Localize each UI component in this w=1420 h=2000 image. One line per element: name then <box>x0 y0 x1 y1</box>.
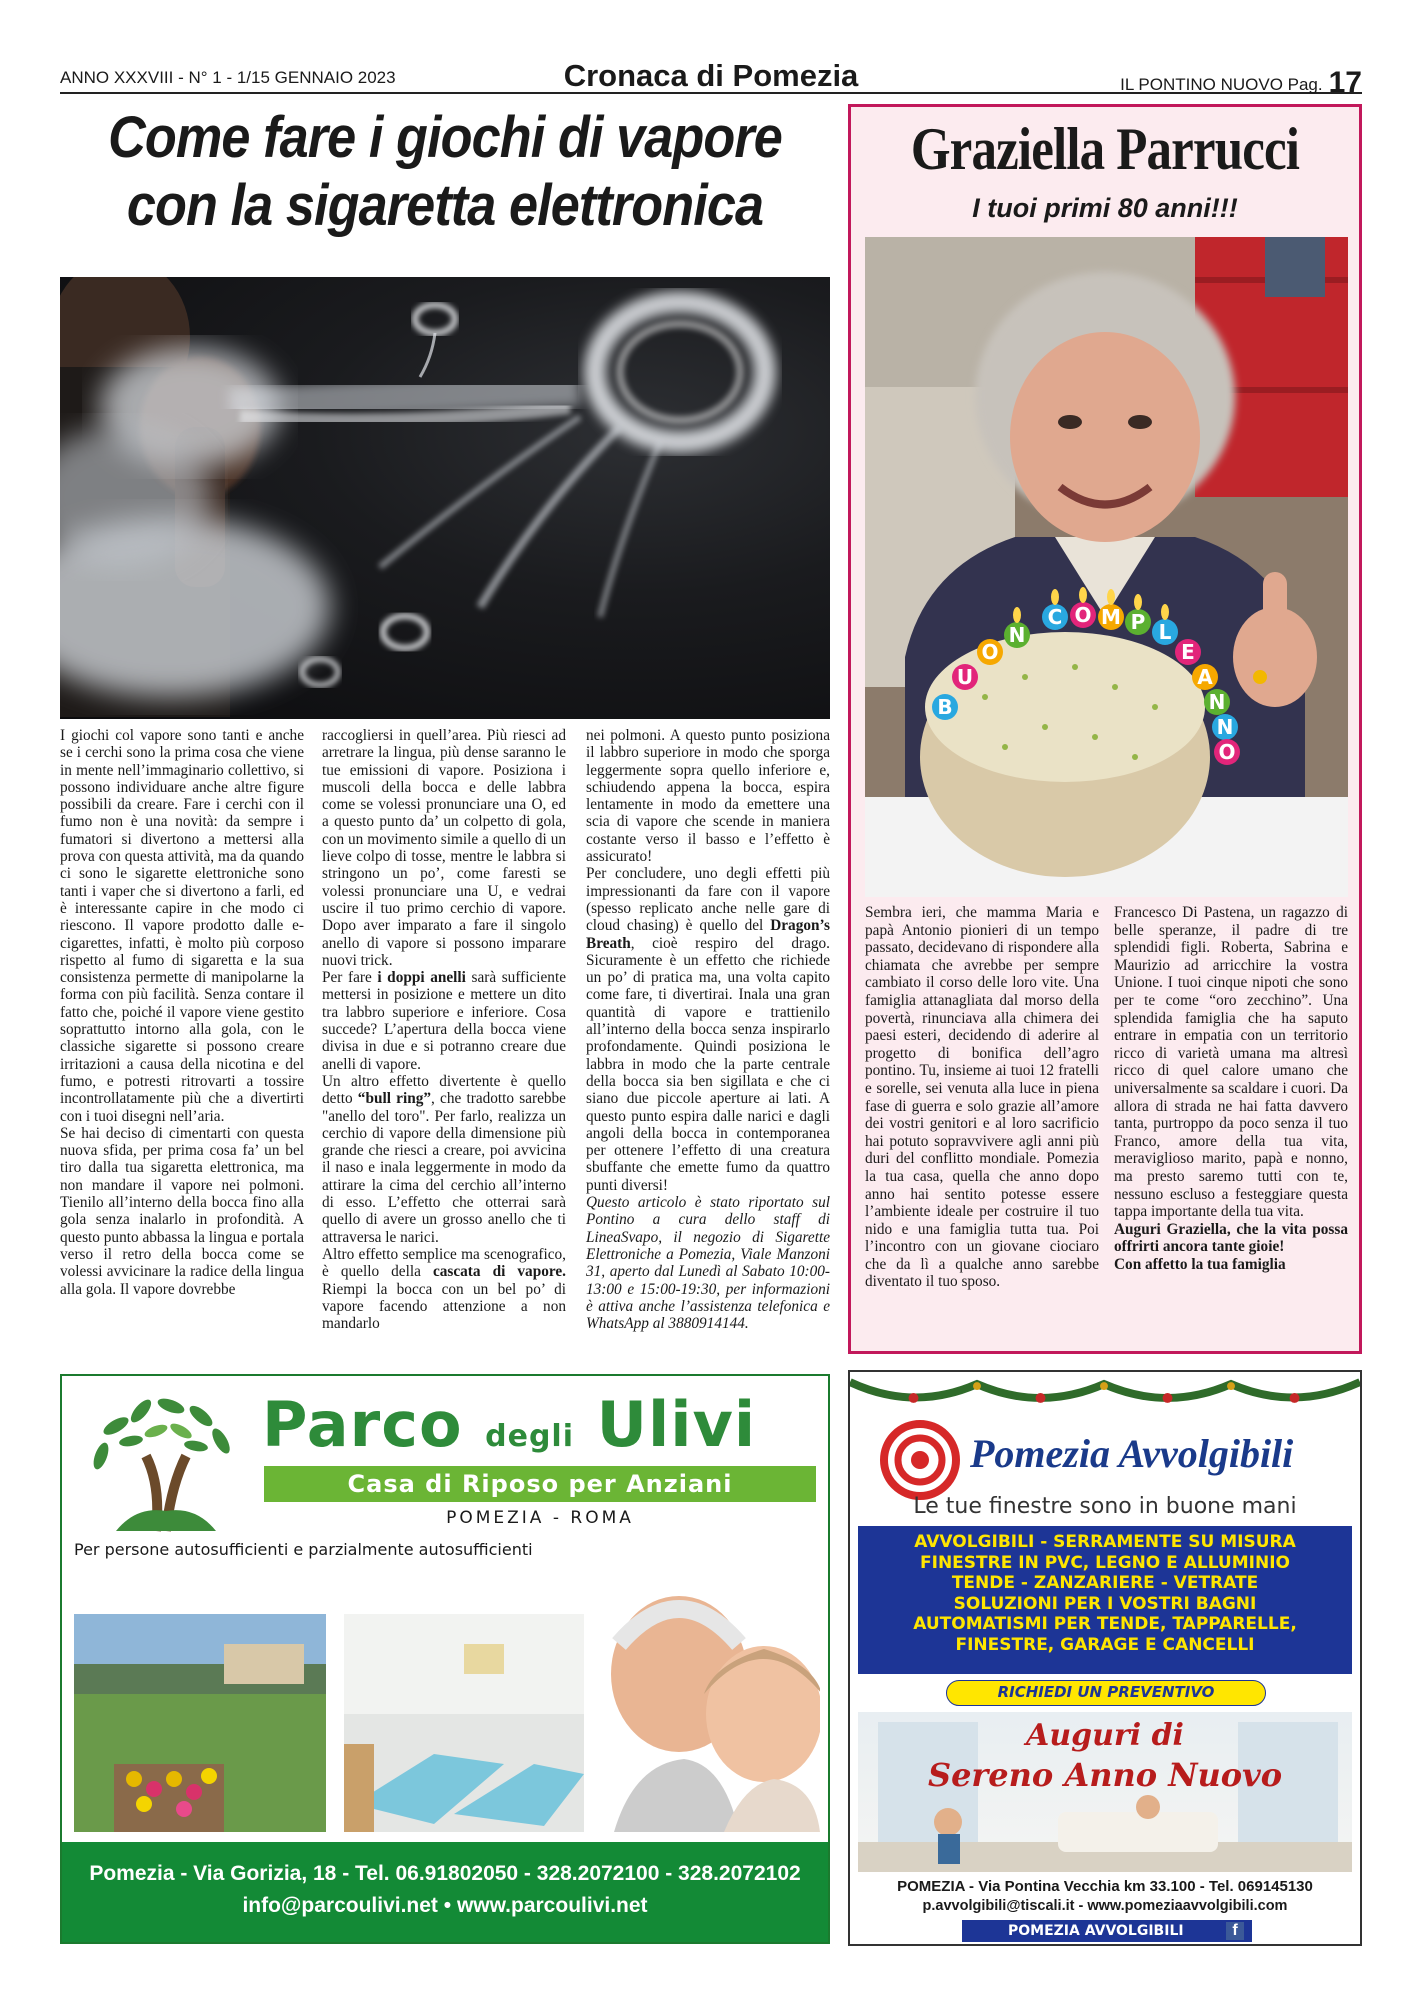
service-line: AUTOMATISMI PER TENDE, TAPPARELLE, <box>913 1614 1297 1634</box>
bold-term: i doppi anelli <box>377 969 466 987</box>
svg-text:C: C <box>1047 605 1063 629</box>
bold-term: “bull ring” <box>357 1090 432 1108</box>
headline-line-1: Come fare i giochi di vapore <box>108 105 782 170</box>
olive-tree-logo-icon <box>76 1386 256 1536</box>
birthday-column-1: Sembra ieri, che mamma Maria e papà Antonio pionieri di un tempo passato, decidevano di rispondere alla chiamata che avrebbe per sempre cambiato il corso delle loro vite. Una famiglia attanagliata dal morso della povertà, rinunciava alla chimera dei paesi esteri, decidendo di aderire al progetto di bonifica dell’agro pontino. Tu, insieme ai tuoi 12 fratelli e sorelle, sei venuta alla luce in piena fase di guerra e solo grazie all’amore dei vostri genitori e al loro sacrificio hai potuto sopravvivere agli anni più duri del conflitto mondiale. Pomezia la tua casa, quella che anno dopo anno hai sentito potesse essere l’ambiente ideale per costruire il tuo nido e una famiglia tutta tua. Poi l’incontro con un giovane ciociaro che da lì a qualche anno sarebbe diventato il tuo sposo. <box>865 904 1099 1291</box>
article-paragraph <box>322 1073 566 1246</box>
service-line: FINESTRE IN PVC, LEGNO E ALLUMINIO <box>920 1552 1290 1573</box>
birthday-box <box>848 104 1362 1354</box>
parco-title-word: Ulivi <box>596 1388 757 1461</box>
parco-city: POMEZIA - ROMA <box>446 1508 634 1528</box>
issue-info: ANNO XXXVIII - N° 1 - 1/15 GENNAIO 2023 <box>60 68 396 87</box>
vapor-rings-photo <box>60 277 830 719</box>
request-quote-button[interactable]: RICHIEDI UN PREVENTIVO <box>946 1680 1266 1706</box>
article-column-1 <box>60 727 304 1298</box>
text-run: Riempi la bocca con un bel po’ di vapore facendo attenzione a non mandarlo <box>322 1280 566 1333</box>
svg-text:O: O <box>1218 740 1236 764</box>
svg-text:A: A <box>1197 665 1213 689</box>
text-run: Altro effetto semplice ma scenografico, è quello della <box>322 1245 566 1281</box>
birthday-wish <box>1114 1221 1348 1256</box>
signature-text: Con affetto la tua famiglia <box>1114 1255 1286 1273</box>
text-run: , cioè respiro del drago. Sicuramente è un effetto che richiede un po’ di pratica ma, una volta capito come fare, ti divertirai. Inala una gran quantità di vapore e trattienilo all’interno della bocca senza inspirarlo profondamente. Quindi posiziona le labbra in modo che la parte centrale della bocca sia ben sigillata e che ci siano due piccole aperture ai lati. A questo punto espira dalle narici e dagli angoli della bocca in contemporanea per ottenere l’effetto di una creatura sbuffante che emette fumo da quattro punti diversi! <box>586 934 830 1194</box>
page-header <box>60 58 1362 99</box>
parco-contacts[interactable]: info@parcoulivi.net • www.parcoulivi.net <box>242 1894 648 1917</box>
page-number: 17 <box>1328 66 1362 99</box>
living-room-photo <box>858 1712 1352 1872</box>
text-run: Per concludere, uno degli effetti più impressionanti da fare con il vapore (spesso replicato anche nelle gare di cloud chasing) è quello del <box>586 865 830 935</box>
vapor-illustration <box>60 277 830 719</box>
ad-parco-degli-ulivi[interactable] <box>60 1374 830 1944</box>
section-title: Cronaca di Pomezia <box>563 58 859 93</box>
parco-footer <box>62 1842 828 1942</box>
avvolgibili-wish-line-2: Sereno Anno Nuovo <box>927 1756 1283 1794</box>
bedroom-photo <box>344 1614 584 1832</box>
headline-line-2: con la sigaretta elettronica <box>126 173 764 238</box>
avvolgibili-contacts[interactable]: p.avvolgibili@tiscali.it - www.pomeziaavvolgibili.com <box>922 1898 1288 1914</box>
svg-text:N: N <box>1208 690 1226 714</box>
text-run: , che tradotto sarebbe "anello del toro". Per farlo, realizza un cerchio di vapore della dimensione più grande che riesci a creare, poi avvicina il naso e inala leggermente in modo da attirare la cima del cerchio all’interno di esso. L’effetto che otterrai sarà quello di avere un grosso anello che ti attraversa le narici. <box>322 1090 566 1246</box>
birthday-photo <box>865 237 1348 897</box>
svg-text:O: O <box>1074 603 1092 627</box>
text-run: sarà sufficiente mettersi in posizione e mettere un dito tra labbro superiore e inferiore. Cosa succede? L’apertura della bocca viene divisa in due e si potranno creare due anelli di vapore. <box>322 969 566 1073</box>
garden-photo <box>74 1614 326 1832</box>
service-line: AVVOLGIBILI - SERRAMENTE SU MISURA <box>914 1532 1296 1552</box>
service-line: FINESTRE, GARAGE E CANCELLI <box>955 1634 1255 1655</box>
christmas-garland-icon <box>850 1372 1360 1412</box>
elderly-couple-photo <box>602 1564 820 1832</box>
article-paragraph: Se hai deciso di cimentarti con questa nuova sfida, per prima cosa fa’ un bel tiro dalla tua sigaretta elettronica, ma non mandare il vapore nei polmoni. Tienilo all’interno della bocca fino alla gola senza inalarlo in profondità. A questo punto abbassa la lingua e portala verso il retro della bocca come se volessi avvicinare la radice della lingua alla gola. Il vapore dovrebbe <box>60 1124 304 1298</box>
facebook-link[interactable] <box>962 1920 1252 1942</box>
parco-title-word: Parco <box>262 1388 463 1461</box>
spiral-logo-icon <box>880 1420 960 1500</box>
svg-text:B: B <box>937 695 953 719</box>
service-line: TENDE - ZANZARIERE - VETRATE <box>951 1573 1259 1593</box>
avvolgibili-wish-line-1: Auguri di <box>1026 1718 1184 1753</box>
article-paragraph: I giochi col vapore sono tanti e anche se i cerchi sono la prima cosa che viene in mente nell’immaginario collettivo, si possono individuare anche altre figure possibili da creare. Fare i cerchi con il fumo non è una novità: da sempre i fumatori si divertono a mettersi alla prova con questa attività, ma da quando ci sono le sigarette elettroniche sono tanti i vaper che si divertono a farli, ed è interessante capire in che modo ci riescono. Il vapore prodotto dalle e-cigarettes, infatti, è molto più corposo rispetto al fumo di sigaretta e la sua consistenza permette di manipolarne la forma con più facilità. Senza contare il fatto che, poiché il vapore viene gestito soprattutto intorno alla gola, con le classiche sigarette si possono creare irritazioni a causa della nicotina e del fumo, e potresti ritrovarti a tossire incontrollatamente più che a divertirti con i tuoi disegni nell’aria. <box>60 727 304 1125</box>
bold-term: cascata di vapore. <box>432 1263 566 1281</box>
svg-text:N: N <box>1008 623 1026 647</box>
svg-text:L: L <box>1158 620 1172 644</box>
ad-pomezia-avvolgibili[interactable] <box>848 1370 1362 1946</box>
svg-text:O: O <box>981 640 999 664</box>
birthday-column-2 <box>1114 904 1348 1273</box>
article-paragraph: nei polmoni. A questo punto posiziona il labbro superiore in modo che sporga leggermente sopra quello inferiore e, schiudendo appena la bocca, espira lentamente in modo da emettere una scia di vapore che scende in maniera costante verso il basso e l’effetto è assicurato! <box>586 727 830 866</box>
wish-text: Auguri Graziella, che la vita possa offrirti ancora tante gioie! <box>1114 1220 1348 1256</box>
parco-description: Per persone autosufficienti e parzialmente autosufficienti <box>74 1540 533 1559</box>
svg-text:P: P <box>1130 610 1146 634</box>
article-headline <box>99 104 792 240</box>
parco-photos <box>74 1564 820 1832</box>
avvolgibili-tagline: Le tue finestre sono in buone mani <box>913 1494 1297 1519</box>
service-line: SOLUZIONI PER I VOSTRI BAGNI <box>953 1593 1257 1614</box>
publication-name: IL PONTINO NUOVO Pag. <box>1120 75 1323 94</box>
article-paragraph <box>322 969 566 1073</box>
article-paragraph <box>586 865 830 1194</box>
article-column-2 <box>322 727 566 1332</box>
text-run: Per fare <box>322 969 378 987</box>
svg-text:N: N <box>1216 715 1234 739</box>
facebook-icon: f <box>1226 1922 1244 1940</box>
article-column-3 <box>586 727 830 1332</box>
facebook-page-name: POMEZIA AVVOLGIBILI <box>1008 1923 1184 1939</box>
svg-text:U: U <box>956 665 974 689</box>
parco-title-word: degli <box>485 1419 575 1454</box>
avvolgibili-title: Pomezia Avvolgibili <box>970 1431 1294 1476</box>
text-run: Un altro effetto divertente è quello detto <box>322 1072 566 1108</box>
avvolgibili-services <box>858 1526 1352 1674</box>
article-paragraph <box>322 1246 566 1332</box>
birthday-signature <box>1114 1256 1348 1274</box>
parco-address: Pomezia - Via Gorizia, 18 - Tel. 06.91802050 - 328.2072100 - 328.2072102 <box>89 1862 801 1885</box>
birthday-subtitle: I tuoi primi 80 anni!!! <box>972 193 1238 223</box>
birthday-text: Francesco Di Pastena, un ragazzo di belle speranze, il padre di tre splendidi figli. Roberta, Sabrina e Maurizio ad arricchire la vostra Unione. I tuoi cinque nipoti che sono per te come “oro zecchino”. Una splendida famiglia che ha saputo entrare in empatia con un territorio ricco di varietà umana ma altresì ricco di quel calore umano che universalmente sa scaldare i cuori. Da allora di strada ne hai fatta davvero tanta, purtroppo da poco senza il tuo Franco, amore della tua vita, meraviglioso marito, papà e nonno, ma presto saremo tutti con te, nessuno escluso a festeggiare questa tappa importante della tua vita. <box>1114 904 1348 1221</box>
article-paragraph: raccogliersi in quell’area. Più riesci ad arretrare la lingua, più dense saranno le tue emissioni di vapore. Posiziona i muscoli della bocca e delle labbra come se volessi pronunciare una O, ed a questo punto da’ un colpetto di gola, con un movimento simile a quello di un lieve colpo di tosse, mentre le labbra si stringono un po’, come faresti se volessi pronunciare una U, e vedrai uscire il tuo primo cerchio di vapore. Dopo aver imparato a fare il singolo anello di vapore si possono imparare nuovi trick. <box>322 727 566 969</box>
bold-term: Dragon’s Breath <box>586 917 830 952</box>
article-credit: Questo articolo è stato riportato sul Pontino a cura dello staff di LineaSvapo, il negozio di Sigarette Elettroniche a Pomezia, Viale Manzoni 31, aperto dal Lunedì al Sabato 10:00-13:00 e 15:00-19:30, per informazioni è attiva anche l’assistenza telefonica e WhatsApp al 3880914144. <box>586 1194 830 1333</box>
svg-text:E: E <box>1181 640 1195 664</box>
publication-info <box>1120 64 1362 98</box>
parco-subtitle: Casa di Riposo per Anziani <box>264 1466 816 1502</box>
birthday-illustration <box>865 237 1348 897</box>
svg-text:M: M <box>1101 605 1121 629</box>
avvolgibili-address: POMEZIA - Via Pontina Vecchia km 33.100 - Tel. 069145130 <box>897 1878 1313 1895</box>
birthday-name: Graziella Parrucci <box>910 116 1300 182</box>
parco-title <box>262 1388 756 1461</box>
